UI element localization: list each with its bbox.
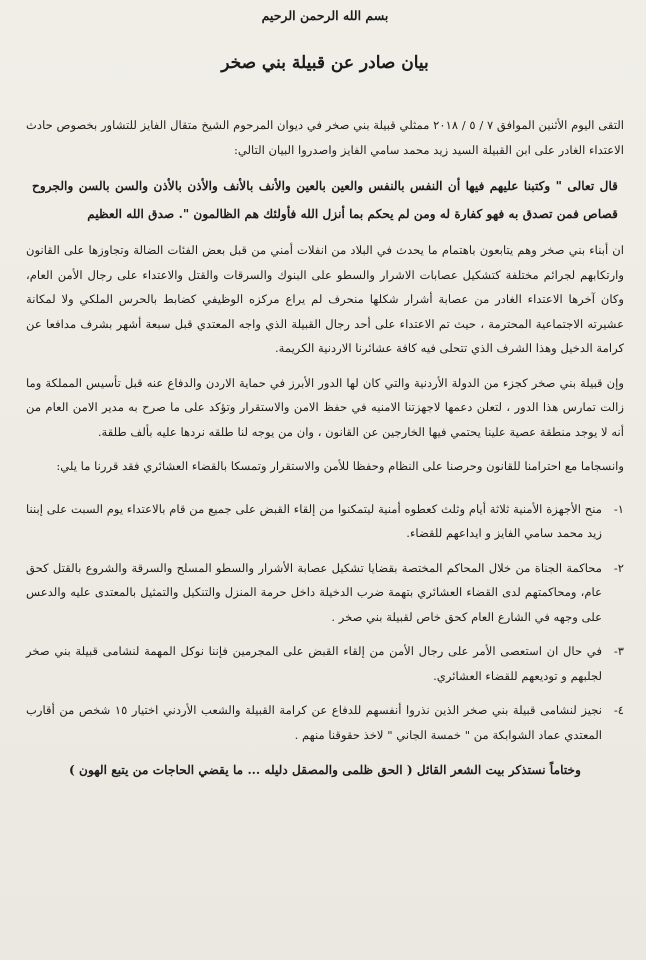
decision-item bbox=[26, 698, 624, 747]
decision-number: ٢- bbox=[613, 560, 624, 575]
decision-item bbox=[26, 556, 624, 630]
closing-verse: وختاماً نستذكر بيت الشعر القائل ( الحق ظلمى والمصقل دليله ... ما يقضي الحاجات من يتبع الهون ) bbox=[69, 763, 581, 777]
decision-text: نجيز لنشامى قبيلة بني صخر الذين نذروا أنفسهم للدفاع عن كرامة القبيلة والشعب الأردني اختيار ١٥ شخص من أقارب المعتدي عماد الشوابكة من " خمسة الجاني " لاخذ حقوقنا منهم . bbox=[26, 703, 602, 742]
decision-number: ٣- bbox=[613, 644, 624, 658]
decision-item bbox=[26, 497, 624, 546]
decision-number: ٤- bbox=[613, 703, 624, 717]
decisions-lead: وانسجاما مع احترامنا للقانون وحرصنا على النظام وحفظا للأمن والاستقرار وتمسكا بالقضاء العشائري فقد قررنا ما يلي: bbox=[56, 459, 624, 473]
intro-paragraph: التقى اليوم الأثنين الموافق ٧ / ٥ / ٢٠١٨ ممثلي قبيلة بني صخر في ديوان المرحوم الشيخ متقال الفايز للتشاور بخصوص حادث الاعتداء الغادر على ابن القبيلة السيد زيد محمد سامي الفايز واصدروا البيان التالي: bbox=[26, 118, 625, 157]
decision-text: محاكمة الجناة من خلال المحاكم المختصة بقضايا تشكيل عصابة الأشرار والسطو المسلح والسرقة والشروع بالقتل كحق عام، ومحاكمتهم لدى القضاء العشائري بتهمة ضرب الدخيلة داخل حرمة المنزل والتنكيل والتمثيل بالمعتدى عليه والدعس على وجهه في الشارع العام كحق خاص لقبيلة بني صخر . bbox=[26, 560, 602, 624]
basmala: بسم الله الرحمن الرحيم bbox=[261, 8, 389, 23]
decision-text: منح الأجهزة الأمنية ثلاثة أيام وثلث كعطوه أمنية ليتمكنوا من إلقاء القبض على جميع من قام بالاعتداء يوم السبت على إبننا زيد محمد سامي الفايز و ايداعهم للقضاء. bbox=[26, 501, 602, 540]
document-title: بيان صادر عن قبيلة بني صخر bbox=[221, 53, 429, 73]
paragraph-support: وإن قبيلة بني صخر كجزء من الدولة الأردنية والتي كان لها الدور الأبرز في حماية الاردن والدفاع عنه قبل تأسيس المملكة وما زالت تمارس هذا الدور ، لتعلن دعمها لاجهزتنا الامنيه في حفظ الامن والاستقرار وتؤكد على ما صرح به مدير الامن العام من أنه لا يوجد منطقة عصية علينا يحتمي فيها الخارجين عن القانون ، وان من يوجه لنا طلقه نردها عليه بألف طلقة. bbox=[26, 375, 624, 439]
decision-item bbox=[26, 639, 624, 688]
decisions-list bbox=[26, 497, 624, 748]
paragraph-situation: ان أبناء بني صخر وهم يتابعون باهتمام ما يحدث في البلاد من انفلات أمني من قبل بعض الفئات الضالة وتجاوزها على القانون وارتكابهم لجرائم مختلفة كتشكيل عصابات الاشرار والسطو على البنوك والسرقات والقتل والاعتداء على رجال الأمن العام، وكان آخرها الاعتداء الغادر من عصابة أشرار شكلها منحرف لم يراع مركزه الوظيفي كضابط بالحرس الملكي ولا لمكانة عشيرته الاجتماعية المحترمة ، حيث تم الاعتداء على أحد رجال القبيلة الذي واجه المعتدي قبل سبعة أشهر بشرف مدافعا عن كرامة الدخيل وهذا الشرف الذي تتحلى فيه كافة عشائرنا الاردنية الكريمة. bbox=[26, 243, 624, 355]
quran-quote: قال تعالى " وكتبنا عليهم فيها أن النفس بالنفس والعين بالعين والأنف بالأنف والأذن بالأذن والسن بالسن والجروح قصاص فمن تصدق به فهو كفارة له ومن لم يحكم بما أنزل الله فأولئك هم الظالمون ". صدق الله العظيم bbox=[32, 179, 618, 221]
decision-text: في حال ان استعصى الأمر على رجال الأمن من إلقاء القبض على المجرمين فإننا نوكل المهمة لنشامى قبيلة بني صخر لجلبهم و توديعهم للقضاء العشائري. bbox=[26, 644, 602, 683]
decision-number: ١- bbox=[613, 501, 624, 516]
